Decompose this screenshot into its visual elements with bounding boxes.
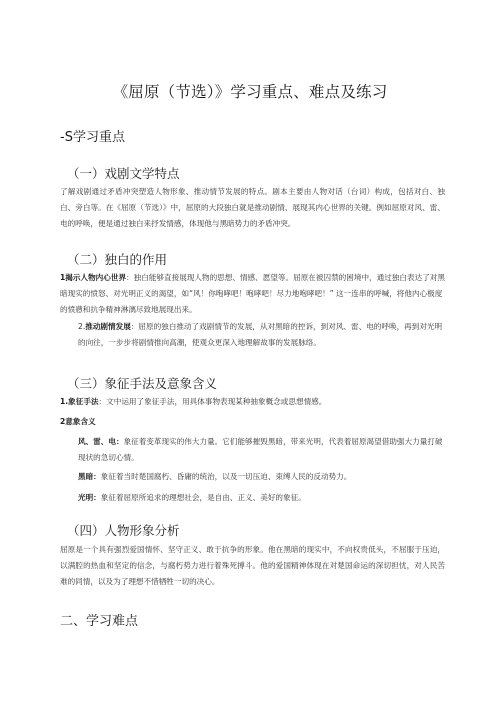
symbol-label: 黑暗：: [78, 472, 101, 481]
section-3-heading: （三）象征手法及意象含义: [67, 376, 218, 391]
section-4-text: 屈原是一个具有强烈爱国情怀、坚守正义、敢于抗争的形象。他在黑暗的现实中，不向权贵低头，不屈服于压迫，以满腔的热血和坚定的信念，与腐朽势力进行着殊死搏斗。他的爱国精神体现在对楚国命运的深切担忧，对人民苦难的同情，以及为了理想不惜牺牲一切的决心。: [60, 545, 445, 586]
section-4-heading: （四）人物形象分析: [67, 523, 180, 538]
symbol-wind-thunder-lightning: [78, 434, 445, 466]
section-1-heading: （一）戏剧文学特点: [67, 166, 180, 181]
symbol-label: 光明：: [78, 493, 101, 502]
part-one-heading: -S学习重点: [60, 130, 125, 145]
section-3-item-2: [60, 414, 445, 430]
item-number: 1.: [60, 397, 69, 406]
item-text: ：屈原的独白推动了戏剧情节的发展，从对黑暗的控诉，到对风、雷、电的呼唤，再到对光明的向往，一步步将剧情推向高潮，使观众更深入地理解故事的发展脉络。: [78, 322, 443, 347]
symbol-light: [78, 490, 445, 506]
document-title: 《屈原（节选）》学习重点、难点及练习: [112, 83, 388, 101]
item-label: 揭示人物内心世界: [65, 273, 127, 282]
section-2-heading: （二）独白的作用: [67, 252, 168, 267]
section-3-item-1: [60, 394, 445, 410]
symbol-darkness: [78, 469, 445, 485]
section-1-text: 了解戏剧通过矛盾冲突塑造人物形象、推动情节发展的特点。剧本主要由人物对话（台词）构成，包括对白、独白、旁白等。在《屈原（节选）》中，屈原的大段独白就是推动剧情、展现其内心世界的关键。例如屈原对风、雷、电的呼唤，便是通过独白来抒发情感，体现他与黑暗势力的矛盾冲突。: [60, 187, 445, 228]
symbol-label: 风、雷、电：: [78, 437, 124, 446]
item-number: 1: [60, 273, 66, 282]
symbol-text: 象征着屈原所追求的理想社会，是自由、正义、美好的象征。: [100, 493, 306, 502]
symbol-text: 象征着变革现实的伟大力量。它们能够摧毁黑暗，带来光明，代表着屈原渴望借助强大力量打破现状的急切心情。: [78, 437, 443, 462]
part-two-heading: 二、学习难点: [60, 614, 139, 629]
item-number: 2: [60, 417, 66, 426]
section-2-item-1: [60, 270, 445, 318]
item-label: 意象含义: [65, 417, 96, 426]
item-text: ：独白能够直接展现人物的思想、情感、愿望等。屈原在被囚禁的困境中，通过独白表达了对黑暗现实的愤怒、对光明正义的渴望，如“风！你咆哮吧！咆哮吧！尽力地咆哮吧！” 这一连串的呼喊，将他内心极度的愤懑和抗争精神淋漓尽致地展现出来。: [60, 273, 445, 314]
item-label: 推动剧情发展: [85, 322, 131, 331]
item-text: ：文中运用了象征手法，用具体事物表现某种抽象概念或思想情感。: [98, 397, 327, 406]
symbol-text: 象征着当时楚国腐朽、昏庸的统治，以及一切压迫、束缚人民的反动势力。: [100, 472, 352, 481]
section-2-item-2: [78, 319, 445, 351]
item-label: 象征手法: [68, 397, 99, 406]
item-number: 2.: [78, 322, 86, 331]
